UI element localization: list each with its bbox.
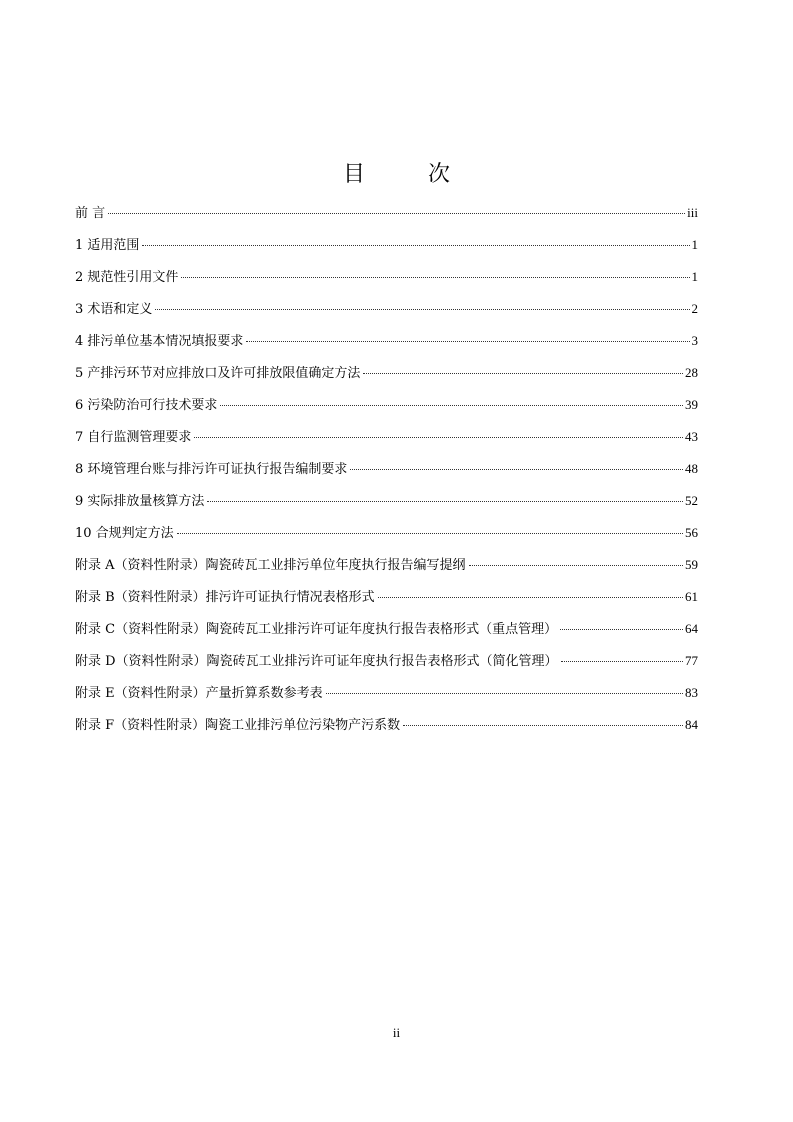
toc-entry-appendix-f[interactable] (75, 709, 698, 741)
toc-entry-page: 52 (685, 493, 698, 508)
toc-entry-4[interactable] (75, 325, 698, 357)
dot-leader (560, 629, 683, 630)
toc-entry-page: 43 (685, 429, 698, 444)
toc-entry-appendix-c[interactable] (75, 613, 698, 645)
toc-entry-label: 附录 E（资料性附录）产量折算系数参考表 (75, 686, 323, 701)
toc-entry-page: 1 (691, 269, 698, 284)
toc-entry-label: 9 实际排放量核算方法 (75, 494, 205, 509)
dot-leader (207, 501, 683, 502)
toc-entry-label: 附录 C（资料性附录）陶瓷砖瓦工业排污许可证年度执行报告表格形式（重点管理） (75, 622, 558, 637)
dot-leader (181, 277, 689, 278)
dot-leader (378, 597, 683, 598)
dot-leader (220, 405, 683, 406)
toc-entry-6[interactable] (75, 389, 698, 421)
toc-entry-page: 56 (685, 525, 698, 540)
toc-entry-page: 28 (685, 365, 698, 380)
toc-entry-appendix-e[interactable] (75, 677, 698, 709)
toc-entry-5[interactable] (75, 357, 698, 389)
toc-entry-label: 8 环境管理台账与排污许可证执行报告编制要求 (75, 462, 348, 477)
toc-entry-page: 39 (685, 397, 698, 412)
toc-entry-label: 附录 D（资料性附录）陶瓷砖瓦工业排污许可证年度执行报告表格形式（简化管理） (75, 654, 558, 669)
toc-entry-label: 4 排污单位基本情况填报要求 (75, 334, 244, 349)
toc-entry-label: 附录 F（资料性附录）陶瓷工业排污单位污染物产污系数 (75, 718, 401, 733)
dot-leader (403, 725, 683, 726)
dot-leader (246, 341, 689, 342)
toc-entry-appendix-d[interactable] (75, 645, 698, 677)
toc-entry-page: 59 (685, 557, 698, 572)
toc-entry-3[interactable] (75, 293, 698, 325)
toc-entry-label: 6 污染防治可行技术要求 (75, 398, 218, 413)
dot-leader (326, 693, 683, 694)
toc-entry-page: 2 (691, 301, 698, 316)
toc-entry-label: 附录 B（资料性附录）排污许可证执行情况表格形式 (75, 590, 375, 605)
toc-entry-page: 48 (685, 461, 698, 476)
dot-leader (194, 437, 683, 438)
toc-entry-9[interactable] (75, 485, 698, 517)
toc-entry-page: 83 (685, 685, 698, 700)
toc-entry-8[interactable] (75, 453, 698, 485)
dot-leader (469, 565, 683, 566)
toc-entry-page: 84 (685, 717, 698, 732)
toc-entry-page: 77 (685, 653, 698, 668)
toc-entry-1[interactable] (75, 229, 698, 261)
toc-entry-appendix-a[interactable] (75, 549, 698, 581)
toc-entry-page: 64 (685, 621, 698, 636)
toc-entry-2[interactable] (75, 261, 698, 293)
dot-leader (350, 469, 683, 470)
toc-entry-label: 7 自行监测管理要求 (75, 430, 192, 445)
page-title: 目 次 (343, 162, 478, 187)
dot-leader (108, 213, 685, 214)
toc-entry-page: 61 (685, 589, 698, 604)
dot-leader (155, 309, 689, 310)
toc-entry-preface[interactable] (75, 197, 698, 229)
dot-leader (142, 245, 689, 246)
toc-entry-label: 5 产排污环节对应排放口及许可排放限值确定方法 (75, 366, 361, 381)
toc-entry-label: 附录 A（资料性附录）陶瓷砖瓦工业排污单位年度执行报告编写提纲 (75, 558, 466, 573)
dot-leader (177, 533, 683, 534)
toc-entry-page: 1 (691, 237, 698, 252)
toc-entry-7[interactable] (75, 421, 698, 453)
dot-leader (363, 373, 683, 374)
footer-page-number: ii (392, 1025, 401, 1040)
toc-entry-10[interactable] (75, 517, 698, 549)
dot-leader (561, 661, 683, 662)
table-of-contents (75, 197, 698, 741)
toc-entry-label: 2 规范性引用文件 (75, 270, 179, 285)
toc-entry-label: 3 术语和定义 (75, 302, 153, 317)
toc-entry-appendix-b[interactable] (75, 581, 698, 613)
toc-entry-label: 10 合规判定方法 (75, 526, 174, 541)
toc-entry-label: 前 言 (75, 206, 106, 221)
toc-entry-label: 1 适用范围 (75, 238, 140, 253)
toc-entry-page: 3 (691, 333, 698, 348)
toc-entry-page: iii (687, 205, 698, 220)
